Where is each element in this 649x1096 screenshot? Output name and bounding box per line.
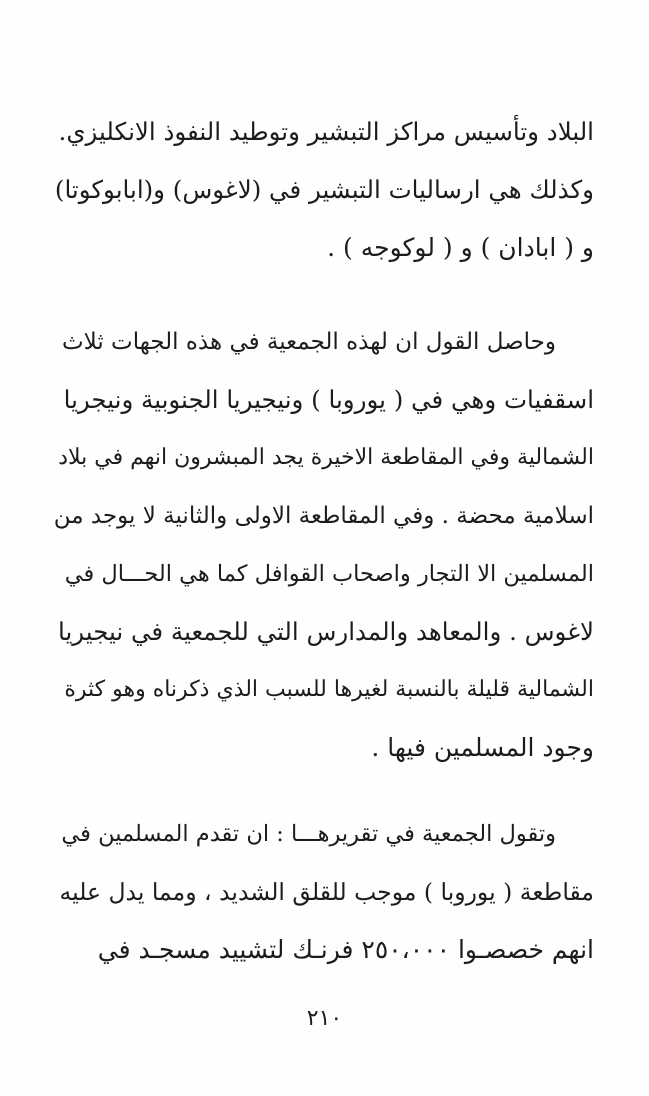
paragraph-3-line-1: وتقول الجمعية في تقريرهـــا : ان تقدم المسلمين في	[61, 821, 556, 847]
paragraph-1-line-1: البلاد وتأسيس مراكز التبشير وتوطيد النفوذ الانكليزي.	[58, 117, 594, 146]
paragraph-3-line-3: انهم خصصـوا ٢٥٠،٠٠٠ فرنـك لتشييد مسجـد في	[97, 935, 594, 964]
page-number: ٢١٠	[306, 1006, 343, 1031]
paragraph-2-line-3: الشمالية وفي المقاطعة الاخيرة يجد المبشرون انهم في بلاد	[58, 445, 594, 470]
paragraph-1	[54, 103, 594, 277]
paragraph-2-line-1: وحاصل القول ان لهذه الجمعية في هذه الجهات ثلاث	[61, 329, 556, 355]
paragraph-2-line-7: الشمالية قليلة بالنسبة لغيرها للسبب الذي ذكرناه وهو كثرة	[64, 677, 594, 702]
paragraph-3-line-2: مقاطعة ( يوروبا ) موجب للقلق الشديد ، ومما يدل عليه	[59, 878, 594, 906]
paragraph-2-line-4: اسلامية محضة . وفي المقاطعة الاولى والثانية لا يوجد من	[53, 503, 594, 529]
paragraph-2-line-8: وجود المسلمين فيها .	[371, 733, 594, 762]
paragraph-2	[54, 313, 594, 777]
paragraph-3	[54, 805, 594, 979]
paragraph-1-line-2: وكذلك هي ارساليات التبشير في (لاغوس) و(ابابوكوتا)	[54, 175, 594, 204]
paragraph-2-line-5: المسلمين الا التجار واصحاب القوافل كما هي الحـــال في	[64, 561, 594, 587]
paragraph-2-line-6: لاغوس . والمعاهد والمدارس التي للجمعية في نيجيريا	[58, 617, 594, 646]
paragraph-1-line-3: و ( ابادان ) و ( لوكوجه ) .	[327, 233, 594, 262]
paragraph-2-line-2: اسقفيات وهي في ( يوروبا ) ونيجيريا الجنوبية ونيجريا	[63, 385, 594, 414]
